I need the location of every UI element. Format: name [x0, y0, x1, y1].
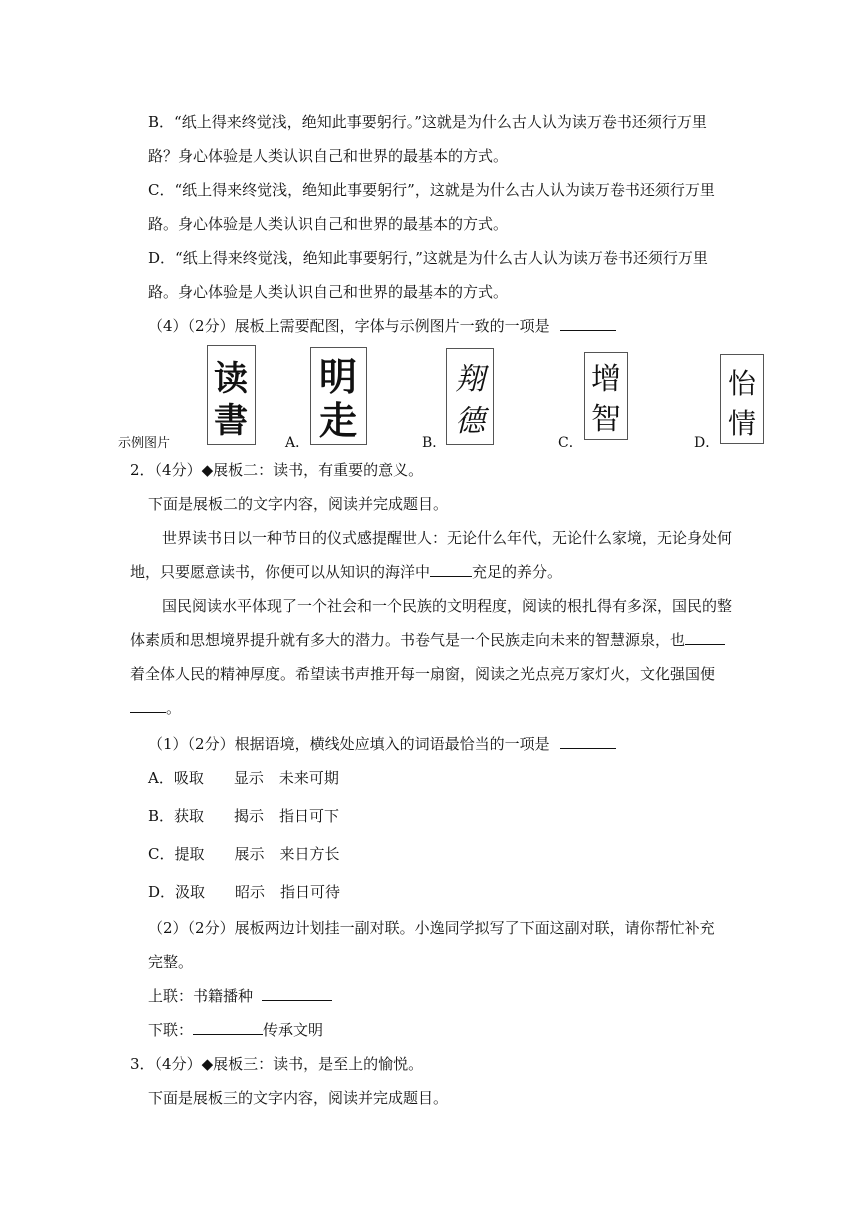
q2-p2-line2 — [130, 630, 725, 650]
option-c-calligraphy-image — [584, 352, 628, 440]
sample-image-label: 示例图片 — [118, 436, 171, 451]
option-c-line2: 路。身心体验是人类认识自己和世界的最基本的方式。 — [148, 215, 509, 233]
svg-text:書: 書 — [214, 401, 248, 441]
couplet-lower-a: 下联： — [148, 1021, 194, 1039]
option-d-label: D． — [694, 435, 720, 451]
svg-text:走: 走 — [318, 399, 358, 443]
svg-text:明: 明 — [318, 355, 358, 399]
q3-intro: 下面是展板三的文字内容，阅读并完成题目。 — [148, 1089, 449, 1107]
option-c-label: C． — [558, 435, 583, 451]
q2-sub2-line1: （2）（2分）展板两边计划挂一副对联。小逸同学拟写了下面这副对联，请你帮忙补充 — [148, 919, 715, 937]
answer-blank[interactable] — [262, 986, 332, 1001]
q2-p2-line4-text: 。 — [166, 699, 182, 717]
q2-p2-line1: 国民阅读水平体现了一个社会和一个民族的文明程度，阅读的根扎得有多深，国民的整 — [162, 597, 733, 615]
answer-blank[interactable] — [130, 698, 166, 713]
sub4-stem-text: （4）（2分）展板上需要配图，字体与示例图片一致的一项是 — [148, 317, 550, 335]
q2-sub2-line2: 完整。 — [148, 953, 194, 971]
couplet-lower-b: 传承文明 — [263, 1021, 324, 1039]
q2-sub1-stem-text: （1）（2分）根据语境，横线处应填入的词语最恰当的一项是 — [148, 735, 550, 753]
option-d-line2: 路。身心体验是人类认识自己和世界的最基本的方式。 — [148, 283, 509, 301]
svg-text:读: 读 — [214, 359, 248, 399]
q2-p1-line2 — [130, 562, 562, 582]
q2-sub1-option-b[interactable]: B．获取 揭示 指日可下 — [148, 807, 340, 825]
svg-text:情: 情 — [727, 407, 757, 440]
answer-blank[interactable] — [560, 734, 616, 749]
answer-blank[interactable] — [560, 316, 616, 331]
q2-p2-line2-text: 体素质和思想境界提升就有多大的潜力。书卷气是一个民族走向未来的智慧源泉，也 — [130, 631, 686, 649]
answer-blank[interactable] — [430, 562, 472, 577]
sample-calligraphy-image — [207, 345, 256, 445]
q2-p2-line3: 着全体人民的精神厚度。希望读书声推开每一扇窗，阅读之光点亮万家灯火，文化强国便 — [130, 665, 716, 683]
answer-blank[interactable] — [193, 1020, 263, 1035]
q2-intro: 下面是展板二的文字内容，阅读并完成题目。 — [148, 495, 449, 513]
q2-p1-line1: 世界读书日以一种节日的仪式感提醒世人：无论什么年代，无论什么家境，无论身处何 — [162, 529, 733, 547]
q2-sub1-option-c[interactable]: C．提取 展示 来日方长 — [148, 845, 340, 863]
svg-text:德: 德 — [455, 404, 485, 439]
svg-text:翔: 翔 — [455, 362, 485, 397]
option-a-label: A． — [285, 435, 310, 451]
couplet-lower — [148, 1020, 323, 1040]
option-d-line1: D．“纸上得来终觉浅，绝知此事要躬行，”这就是为什么古人认为读万卷书还须行万里 — [148, 249, 708, 267]
answer-blank[interactable] — [685, 630, 725, 645]
q3-title: 3．（4分）◆展板三：读书，是至上的愉悦。 — [130, 1055, 424, 1073]
svg-text:增: 增 — [591, 362, 621, 397]
q2-sub1-option-a[interactable]: A．吸取 显示 未来可期 — [148, 769, 339, 787]
svg-text:智: 智 — [591, 402, 621, 437]
svg-text:怡: 怡 — [727, 367, 757, 400]
option-b-line1: B．“纸上得来终觉浅，绝知此事要躬行。”这就是为什么古人认为读万卷书还须行万里 — [148, 113, 707, 131]
sub4-stem — [148, 316, 616, 336]
option-c-line1: C．“纸上得来终觉浅，绝知此事要躬行”，这就是为什么古人认为读万卷书还须行万里 — [148, 181, 715, 199]
q2-p2-line4 — [130, 698, 181, 718]
q2-sub1-stem — [148, 734, 616, 754]
option-b-label: B． — [422, 435, 447, 451]
option-b-line2: 路？身心体验是人类认识自己和世界的最基本的方式。 — [148, 147, 509, 165]
q2-p1-line2-a: 地，只要愿意读书，你便可以从知识的海洋中 — [130, 563, 431, 581]
couplet-upper-text: 上联：书籍播种 — [148, 987, 254, 1005]
option-b-calligraphy-image — [446, 348, 494, 445]
q2-title: 2．（4分）◆展板二：读书，有重要的意义。 — [130, 461, 424, 479]
option-a-calligraphy-image — [310, 347, 367, 445]
q2-p1-line2-b: 充足的养分。 — [472, 563, 563, 581]
couplet-upper — [148, 986, 332, 1006]
option-d-calligraphy-image — [720, 354, 764, 444]
q2-sub1-option-d[interactable]: D．汲取 昭示 指日可待 — [148, 883, 341, 901]
